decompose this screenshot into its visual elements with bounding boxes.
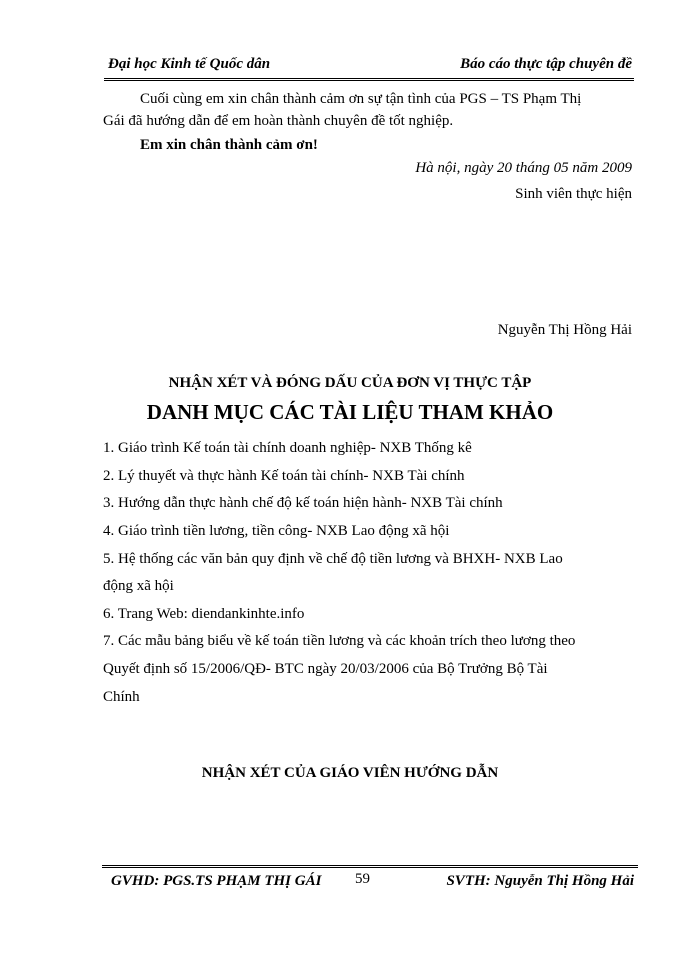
header-divider bbox=[104, 78, 634, 81]
footer-divider bbox=[102, 865, 638, 868]
footer-advisor: GVHD: PGS.TS PHẠM THỊ GÁI bbox=[111, 873, 322, 889]
header-university: Đại học Kinh tế Quốc dân bbox=[108, 56, 271, 72]
acknowledgement-line-2: Gái đã hướng dẫn để em hoàn thành chuyên đề tốt nghiệp. bbox=[103, 113, 454, 129]
thanks-line: Em xin chân thành cảm ơn! bbox=[140, 137, 318, 153]
place-date: Hà nội, ngày 20 tháng 05 năm 2009 bbox=[415, 160, 632, 176]
reference-item: 5. Hệ thống các văn bản quy định về chế độ tiền lương và BHXH- NXB Lao bbox=[103, 551, 563, 567]
unit-review-heading: NHẬN XÉT VÀ ĐÓNG DẤU CỦA ĐƠN VỊ THỰC TẬP bbox=[168, 375, 532, 391]
header-report-type: Báo cáo thực tập chuyên đề bbox=[460, 56, 632, 72]
advisor-review-heading: NHẬN XÉT CỦA GIÁO VIÊN HƯỚNG DẪN bbox=[201, 765, 499, 781]
footer-student: SVTH: Nguyễn Thị Hồng Hải bbox=[446, 873, 634, 889]
reference-item: Chính bbox=[103, 689, 140, 705]
reference-item: 7. Các mẫu bảng biểu về kế toán tiền lương và các khoản trích theo lương theo bbox=[103, 633, 576, 649]
reference-item: 4. Giáo trình tiền lương, tiền công- NXB Lao động xã hội bbox=[103, 523, 450, 539]
acknowledgement-line-1: Cuối cùng em xin chân thành cảm ơn sự tận tình của PGS – TS Phạm Thị bbox=[140, 91, 582, 107]
reference-item: 2. Lý thuyết và thực hành Kế toán tài chính- NXB Tài chính bbox=[103, 468, 465, 484]
reference-item: 3. Hướng dẫn thực hành chế độ kế toán hiện hành- NXB Tài chính bbox=[103, 495, 503, 511]
reference-item: 1. Giáo trình Kế toán tài chính doanh nghiệp- NXB Thống kê bbox=[103, 440, 472, 456]
references-title: DANH MỤC CÁC TÀI LIỆU THAM KHẢO bbox=[146, 400, 554, 424]
reference-item: động xã hội bbox=[103, 578, 174, 594]
page-number: 59 bbox=[355, 871, 370, 887]
reference-item: Quyết định số 15/2006/QĐ- BTC ngày 20/03/2006 của Bộ Trưởng Bộ Tài bbox=[103, 661, 548, 677]
student-name: Nguyễn Thị Hồng Hải bbox=[497, 322, 632, 338]
reference-item: 6. Trang Web: diendankinhte.info bbox=[103, 606, 305, 622]
signature-role: Sinh viên thực hiện bbox=[515, 186, 632, 202]
page-header bbox=[104, 53, 634, 77]
